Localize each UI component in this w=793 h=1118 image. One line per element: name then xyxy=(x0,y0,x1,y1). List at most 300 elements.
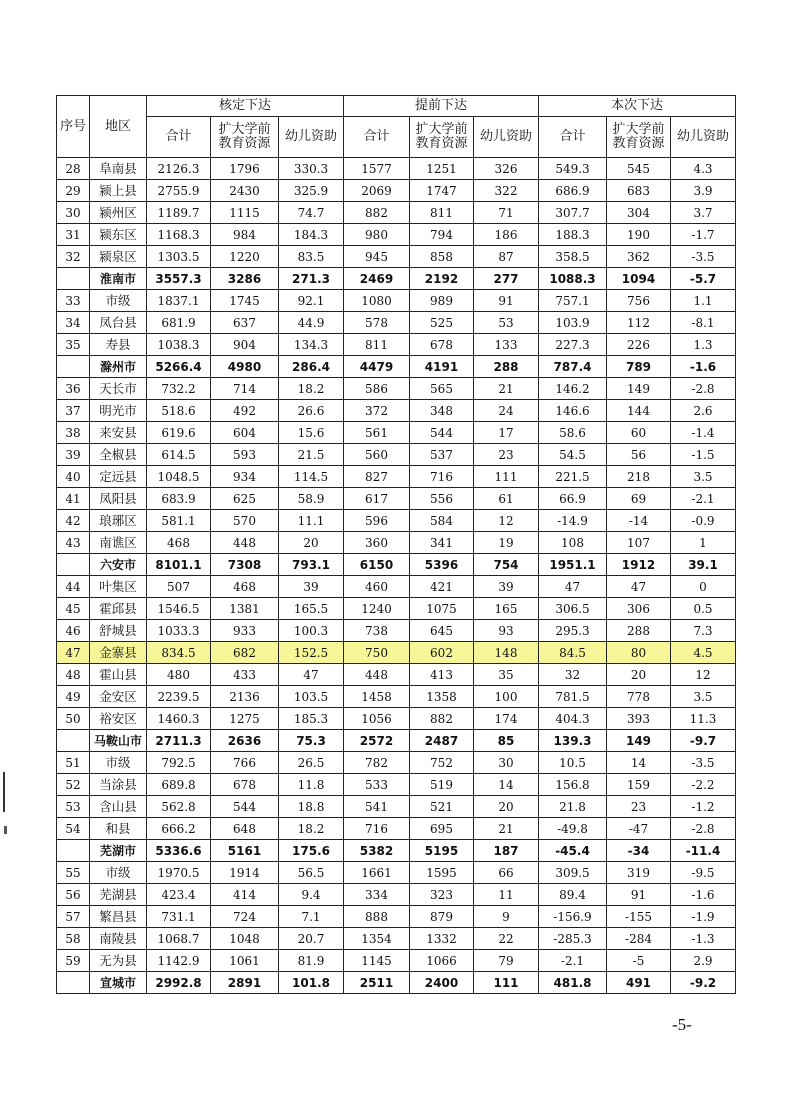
cell-value: 1747 xyxy=(410,180,474,202)
cell-region: 颍泉区 xyxy=(90,246,147,268)
cell-value: 468 xyxy=(147,532,211,554)
cell-value: 1.3 xyxy=(671,334,736,356)
header-sub-total: 合计 xyxy=(539,117,607,158)
cell-value: 3557.3 xyxy=(147,268,211,290)
cell-region: 无为县 xyxy=(90,950,147,972)
cell-value: 12 xyxy=(474,510,539,532)
cell-region: 霍邱县 xyxy=(90,598,147,620)
cell-value: 100.3 xyxy=(279,620,344,642)
cell-value: 221.5 xyxy=(539,466,607,488)
table-row xyxy=(57,708,736,730)
cell-value: 1056 xyxy=(344,708,410,730)
header-group-current: 本次下达 xyxy=(539,96,736,117)
table-row xyxy=(57,620,736,642)
cell-value: 307.7 xyxy=(539,202,607,224)
cell-value: 827 xyxy=(344,466,410,488)
cell-value: -1.6 xyxy=(671,356,736,378)
cell-value: 112 xyxy=(607,312,671,334)
cell-value: 448 xyxy=(211,532,279,554)
cell-value: 1115 xyxy=(211,202,279,224)
cell-value: 1951.1 xyxy=(539,554,607,576)
cell-value: 834.5 xyxy=(147,642,211,664)
cell-value: 1142.9 xyxy=(147,950,211,972)
table-row xyxy=(57,466,736,488)
cell-value: 14 xyxy=(607,752,671,774)
cell-seq: 44 xyxy=(57,576,90,598)
cell-value: 724 xyxy=(211,906,279,928)
cell-value: 185.3 xyxy=(279,708,344,730)
cell-value: 1661 xyxy=(344,862,410,884)
cell-value: 1094 xyxy=(607,268,671,290)
cell-value: 175.6 xyxy=(279,840,344,862)
cell-seq: 52 xyxy=(57,774,90,796)
cell-value: -155 xyxy=(607,906,671,928)
cell-value: 1075 xyxy=(410,598,474,620)
cell-region: 芜湖县 xyxy=(90,884,147,906)
cell-value: 604 xyxy=(211,422,279,444)
cell-seq: 39 xyxy=(57,444,90,466)
cell-value: 1745 xyxy=(211,290,279,312)
cell-value: 3286 xyxy=(211,268,279,290)
table-row xyxy=(57,906,736,928)
cell-value: 15.6 xyxy=(279,422,344,444)
cell-seq: 41 xyxy=(57,488,90,510)
cell-value: 1970.5 xyxy=(147,862,211,884)
cell-value: 188.3 xyxy=(539,224,607,246)
cell-value: 1577 xyxy=(344,158,410,180)
cell-value: 165.5 xyxy=(279,598,344,620)
table-row xyxy=(57,334,736,356)
cell-value: 619.6 xyxy=(147,422,211,444)
cell-value: 4980 xyxy=(211,356,279,378)
city-total-row xyxy=(57,554,736,576)
cell-value: 2511 xyxy=(344,972,410,994)
cell-value: 341 xyxy=(410,532,474,554)
cell-seq: 43 xyxy=(57,532,90,554)
city-total-row xyxy=(57,268,736,290)
cell-region: 马鞍山市 xyxy=(90,730,147,752)
header-subcolumns xyxy=(57,117,736,158)
cell-region: 南谯区 xyxy=(90,532,147,554)
cell-seq: 36 xyxy=(57,378,90,400)
table-row xyxy=(57,312,736,334)
cell-value: 2711.3 xyxy=(147,730,211,752)
cell-value: 1912 xyxy=(607,554,671,576)
cell-value: 69 xyxy=(607,488,671,510)
table-row xyxy=(57,422,736,444)
cell-value: 584 xyxy=(410,510,474,532)
cell-value: 100 xyxy=(474,686,539,708)
cell-value: 326 xyxy=(474,158,539,180)
cell-value: 811 xyxy=(410,202,474,224)
cell-value: 904 xyxy=(211,334,279,356)
cell-region: 宣城市 xyxy=(90,972,147,994)
cell-value: 789 xyxy=(607,356,671,378)
cell-value: 334 xyxy=(344,884,410,906)
cell-value: 107 xyxy=(607,532,671,554)
cell-region: 凤阳县 xyxy=(90,488,147,510)
cell-value: -3.5 xyxy=(671,752,736,774)
cell-value: 92.1 xyxy=(279,290,344,312)
cell-seq: 34 xyxy=(57,312,90,334)
cell-value: 4.5 xyxy=(671,642,736,664)
cell-value: 2136 xyxy=(211,686,279,708)
cell-value: 414 xyxy=(211,884,279,906)
cell-value: -156.9 xyxy=(539,906,607,928)
cell-value: 87 xyxy=(474,246,539,268)
cell-value: 1038.3 xyxy=(147,334,211,356)
cell-value: 360 xyxy=(344,532,410,554)
cell-value: 149 xyxy=(607,730,671,752)
cell-value: 74.7 xyxy=(279,202,344,224)
cell-value: -1.9 xyxy=(671,906,736,928)
cell-value: 85 xyxy=(474,730,539,752)
cell-region: 寿县 xyxy=(90,334,147,356)
cell-value: -2.2 xyxy=(671,774,736,796)
cell-value: 492 xyxy=(211,400,279,422)
cell-seq xyxy=(57,554,90,576)
cell-value: 544 xyxy=(211,796,279,818)
cell-region: 叶集区 xyxy=(90,576,147,598)
cell-value: 165 xyxy=(474,598,539,620)
table-row xyxy=(57,378,736,400)
cell-value: 111 xyxy=(474,972,539,994)
cell-value: 448 xyxy=(344,664,410,686)
header-sub-child-aid: 幼儿资助 xyxy=(671,117,736,158)
cell-value: 18.2 xyxy=(279,378,344,400)
cell-value: 35 xyxy=(474,664,539,686)
cell-value: 989 xyxy=(410,290,474,312)
cell-value: 156.8 xyxy=(539,774,607,796)
cell-value: 174 xyxy=(474,708,539,730)
cell-value: 295.3 xyxy=(539,620,607,642)
table-row xyxy=(57,818,736,840)
cell-value: 101.8 xyxy=(279,972,344,994)
cell-value: 714 xyxy=(211,378,279,400)
table-row xyxy=(57,180,736,202)
cell-value: 66.9 xyxy=(539,488,607,510)
cell-value: 58.9 xyxy=(279,488,344,510)
cell-region: 市级 xyxy=(90,290,147,312)
table-row xyxy=(57,510,736,532)
cell-value: 9.4 xyxy=(279,884,344,906)
cell-value: 793.1 xyxy=(279,554,344,576)
cell-value: 1796 xyxy=(211,158,279,180)
cell-seq: 55 xyxy=(57,862,90,884)
cell-value: 1303.5 xyxy=(147,246,211,268)
table-row xyxy=(57,796,736,818)
cell-value: 518.6 xyxy=(147,400,211,422)
cell-value: 152.5 xyxy=(279,642,344,664)
cell-value: 306 xyxy=(607,598,671,620)
cell-value: 1168.3 xyxy=(147,224,211,246)
cell-region: 滁州市 xyxy=(90,356,147,378)
cell-value: 888 xyxy=(344,906,410,928)
cell-seq xyxy=(57,268,90,290)
cell-value: 1033.3 xyxy=(147,620,211,642)
cell-value: 586 xyxy=(344,378,410,400)
cell-value: 227.3 xyxy=(539,334,607,356)
cell-value: 1914 xyxy=(211,862,279,884)
cell-value: 984 xyxy=(211,224,279,246)
cell-value: 732.2 xyxy=(147,378,211,400)
header-region: 地区 xyxy=(90,96,147,158)
header-group-approved: 核定下达 xyxy=(147,96,344,117)
cell-value: 625 xyxy=(211,488,279,510)
cell-value: 792.5 xyxy=(147,752,211,774)
cell-value: 593 xyxy=(211,444,279,466)
cell-value: 79 xyxy=(474,950,539,972)
cell-value: 1837.1 xyxy=(147,290,211,312)
cell-value: -284 xyxy=(607,928,671,950)
cell-value: 9 xyxy=(474,906,539,928)
cell-value: 481.8 xyxy=(539,972,607,994)
cell-value: 21.5 xyxy=(279,444,344,466)
cell-value: 1458 xyxy=(344,686,410,708)
cell-value: 1546.5 xyxy=(147,598,211,620)
cell-value: 1358 xyxy=(410,686,474,708)
table-row xyxy=(57,752,736,774)
cell-value: 11.3 xyxy=(671,708,736,730)
cell-value: -2.1 xyxy=(671,488,736,510)
header-sub-expand-resources: 扩大学前 教育资源 xyxy=(410,117,474,158)
cell-value: 3.5 xyxy=(671,466,736,488)
table-row xyxy=(57,202,736,224)
table-row xyxy=(57,532,736,554)
cell-value: 4191 xyxy=(410,356,474,378)
table-row xyxy=(57,862,736,884)
cell-value: -1.7 xyxy=(671,224,736,246)
city-total-row xyxy=(57,972,736,994)
cell-value: 537 xyxy=(410,444,474,466)
cell-value: 782 xyxy=(344,752,410,774)
cell-region: 市级 xyxy=(90,752,147,774)
cell-value: 21.8 xyxy=(539,796,607,818)
cell-value: 1 xyxy=(671,532,736,554)
table-row xyxy=(57,928,736,950)
header-sub-expand-resources: 扩大学前 教育资源 xyxy=(607,117,671,158)
cell-region: 淮南市 xyxy=(90,268,147,290)
cell-value: 5195 xyxy=(410,840,474,862)
cell-region: 凤台县 xyxy=(90,312,147,334)
cell-value: 39.1 xyxy=(671,554,736,576)
cell-value: 14 xyxy=(474,774,539,796)
cell-seq: 35 xyxy=(57,334,90,356)
cell-value: 8101.1 xyxy=(147,554,211,576)
cell-seq xyxy=(57,972,90,994)
table-row xyxy=(57,488,736,510)
header-sub-total: 合计 xyxy=(344,117,410,158)
cell-region: 金寨县 xyxy=(90,642,147,664)
cell-value: 20 xyxy=(474,796,539,818)
cell-value: 66 xyxy=(474,862,539,884)
cell-value: 81.9 xyxy=(279,950,344,972)
cell-value: 75.3 xyxy=(279,730,344,752)
cell-value: 519 xyxy=(410,774,474,796)
cell-value: 7.3 xyxy=(671,620,736,642)
cell-value: 787.4 xyxy=(539,356,607,378)
cell-value: 521 xyxy=(410,796,474,818)
cell-value: 184.3 xyxy=(279,224,344,246)
cell-value: 330.3 xyxy=(279,158,344,180)
cell-value: 362 xyxy=(607,246,671,268)
cell-value: 2755.9 xyxy=(147,180,211,202)
cell-value: 58.6 xyxy=(539,422,607,444)
cell-value: 2192 xyxy=(410,268,474,290)
cell-value: 1.1 xyxy=(671,290,736,312)
cell-value: 525 xyxy=(410,312,474,334)
cell-value: 423.4 xyxy=(147,884,211,906)
allocation-table xyxy=(56,95,736,994)
cell-value: 18.8 xyxy=(279,796,344,818)
cell-seq: 46 xyxy=(57,620,90,642)
cell-value: 1460.3 xyxy=(147,708,211,730)
cell-value: 277 xyxy=(474,268,539,290)
cell-region: 定远县 xyxy=(90,466,147,488)
city-total-row xyxy=(57,730,736,752)
table-row xyxy=(57,884,736,906)
cell-seq: 42 xyxy=(57,510,90,532)
cell-value: 1080 xyxy=(344,290,410,312)
cell-value: 5382 xyxy=(344,840,410,862)
cell-value: 89.4 xyxy=(539,884,607,906)
cell-value: 541 xyxy=(344,796,410,818)
header-seq: 序号 xyxy=(57,96,90,158)
cell-value: -8.1 xyxy=(671,312,736,334)
cell-value: 681.9 xyxy=(147,312,211,334)
cell-value: -34 xyxy=(607,840,671,862)
cell-value: 17 xyxy=(474,422,539,444)
cell-value: 756 xyxy=(607,290,671,312)
cell-value: 83.5 xyxy=(279,246,344,268)
cell-value: 556 xyxy=(410,488,474,510)
cell-seq: 32 xyxy=(57,246,90,268)
scan-edge-mark xyxy=(3,772,5,812)
cell-value: 56 xyxy=(607,444,671,466)
cell-region: 芜湖市 xyxy=(90,840,147,862)
cell-value: 757.1 xyxy=(539,290,607,312)
cell-value: -1.3 xyxy=(671,928,736,950)
cell-value: 882 xyxy=(410,708,474,730)
table-row xyxy=(57,598,736,620)
cell-seq: 29 xyxy=(57,180,90,202)
cell-seq: 33 xyxy=(57,290,90,312)
cell-value: 84.5 xyxy=(539,642,607,664)
cell-value: 26.5 xyxy=(279,752,344,774)
cell-value: 286.4 xyxy=(279,356,344,378)
cell-value: 933 xyxy=(211,620,279,642)
table-body xyxy=(57,158,736,994)
cell-value: 602 xyxy=(410,642,474,664)
cell-seq xyxy=(57,730,90,752)
cell-seq: 53 xyxy=(57,796,90,818)
cell-value: 23 xyxy=(474,444,539,466)
cell-value: -11.4 xyxy=(671,840,736,862)
cell-value: 637 xyxy=(211,312,279,334)
cell-value: 108 xyxy=(539,532,607,554)
cell-value: 139.3 xyxy=(539,730,607,752)
cell-value: 348 xyxy=(410,400,474,422)
cell-value: 1381 xyxy=(211,598,279,620)
cell-value: 1061 xyxy=(211,950,279,972)
cell-value: 11.1 xyxy=(279,510,344,532)
cell-value: 0 xyxy=(671,576,736,598)
cell-value: 44.9 xyxy=(279,312,344,334)
table-row xyxy=(57,400,736,422)
cell-value: 393 xyxy=(607,708,671,730)
cell-value: 2430 xyxy=(211,180,279,202)
cell-value: 19 xyxy=(474,532,539,554)
cell-value: 778 xyxy=(607,686,671,708)
cell-region: 市级 xyxy=(90,862,147,884)
cell-value: 10.5 xyxy=(539,752,607,774)
cell-value: 562.8 xyxy=(147,796,211,818)
cell-value: 1275 xyxy=(211,708,279,730)
table-row xyxy=(57,444,736,466)
cell-value: 404.3 xyxy=(539,708,607,730)
cell-value: 325.9 xyxy=(279,180,344,202)
cell-value: 678 xyxy=(211,774,279,796)
cell-value: 288 xyxy=(474,356,539,378)
cell-value: 218 xyxy=(607,466,671,488)
city-total-row xyxy=(57,840,736,862)
cell-value: 811 xyxy=(344,334,410,356)
cell-value: 560 xyxy=(344,444,410,466)
cell-value: 507 xyxy=(147,576,211,598)
cell-value: 5396 xyxy=(410,554,474,576)
table-row xyxy=(57,290,736,312)
cell-region: 阜南县 xyxy=(90,158,147,180)
cell-value: 159 xyxy=(607,774,671,796)
cell-value: 111 xyxy=(474,466,539,488)
cell-value: 61 xyxy=(474,488,539,510)
cell-value: 322 xyxy=(474,180,539,202)
cell-value: -285.3 xyxy=(539,928,607,950)
table-row xyxy=(57,224,736,246)
cell-value: 2126.3 xyxy=(147,158,211,180)
cell-value: 1088.3 xyxy=(539,268,607,290)
cell-value: 2.6 xyxy=(671,400,736,422)
cell-value: 1048 xyxy=(211,928,279,950)
cell-region: 南陵县 xyxy=(90,928,147,950)
cell-value: 133 xyxy=(474,334,539,356)
table-row xyxy=(57,642,736,664)
cell-value: 766 xyxy=(211,752,279,774)
cell-value: 794 xyxy=(410,224,474,246)
cell-value: 1066 xyxy=(410,950,474,972)
cell-value: -47 xyxy=(607,818,671,840)
cell-value: 304 xyxy=(607,202,671,224)
cell-value: 319 xyxy=(607,862,671,884)
cell-value: -0.9 xyxy=(671,510,736,532)
cell-value: 91 xyxy=(474,290,539,312)
cell-value: 2992.8 xyxy=(147,972,211,994)
cell-value: 2239.5 xyxy=(147,686,211,708)
cell-value: -3.5 xyxy=(671,246,736,268)
cell-value: -1.5 xyxy=(671,444,736,466)
cell-value: 103.9 xyxy=(539,312,607,334)
cell-seq: 45 xyxy=(57,598,90,620)
cell-value: 39 xyxy=(279,576,344,598)
cell-value: 91 xyxy=(607,884,671,906)
cell-value: 480 xyxy=(147,664,211,686)
cell-value: 5266.4 xyxy=(147,356,211,378)
cell-value: 22 xyxy=(474,928,539,950)
cell-value: 30 xyxy=(474,752,539,774)
cell-value: 190 xyxy=(607,224,671,246)
cell-value: 186 xyxy=(474,224,539,246)
cell-value: 666.2 xyxy=(147,818,211,840)
